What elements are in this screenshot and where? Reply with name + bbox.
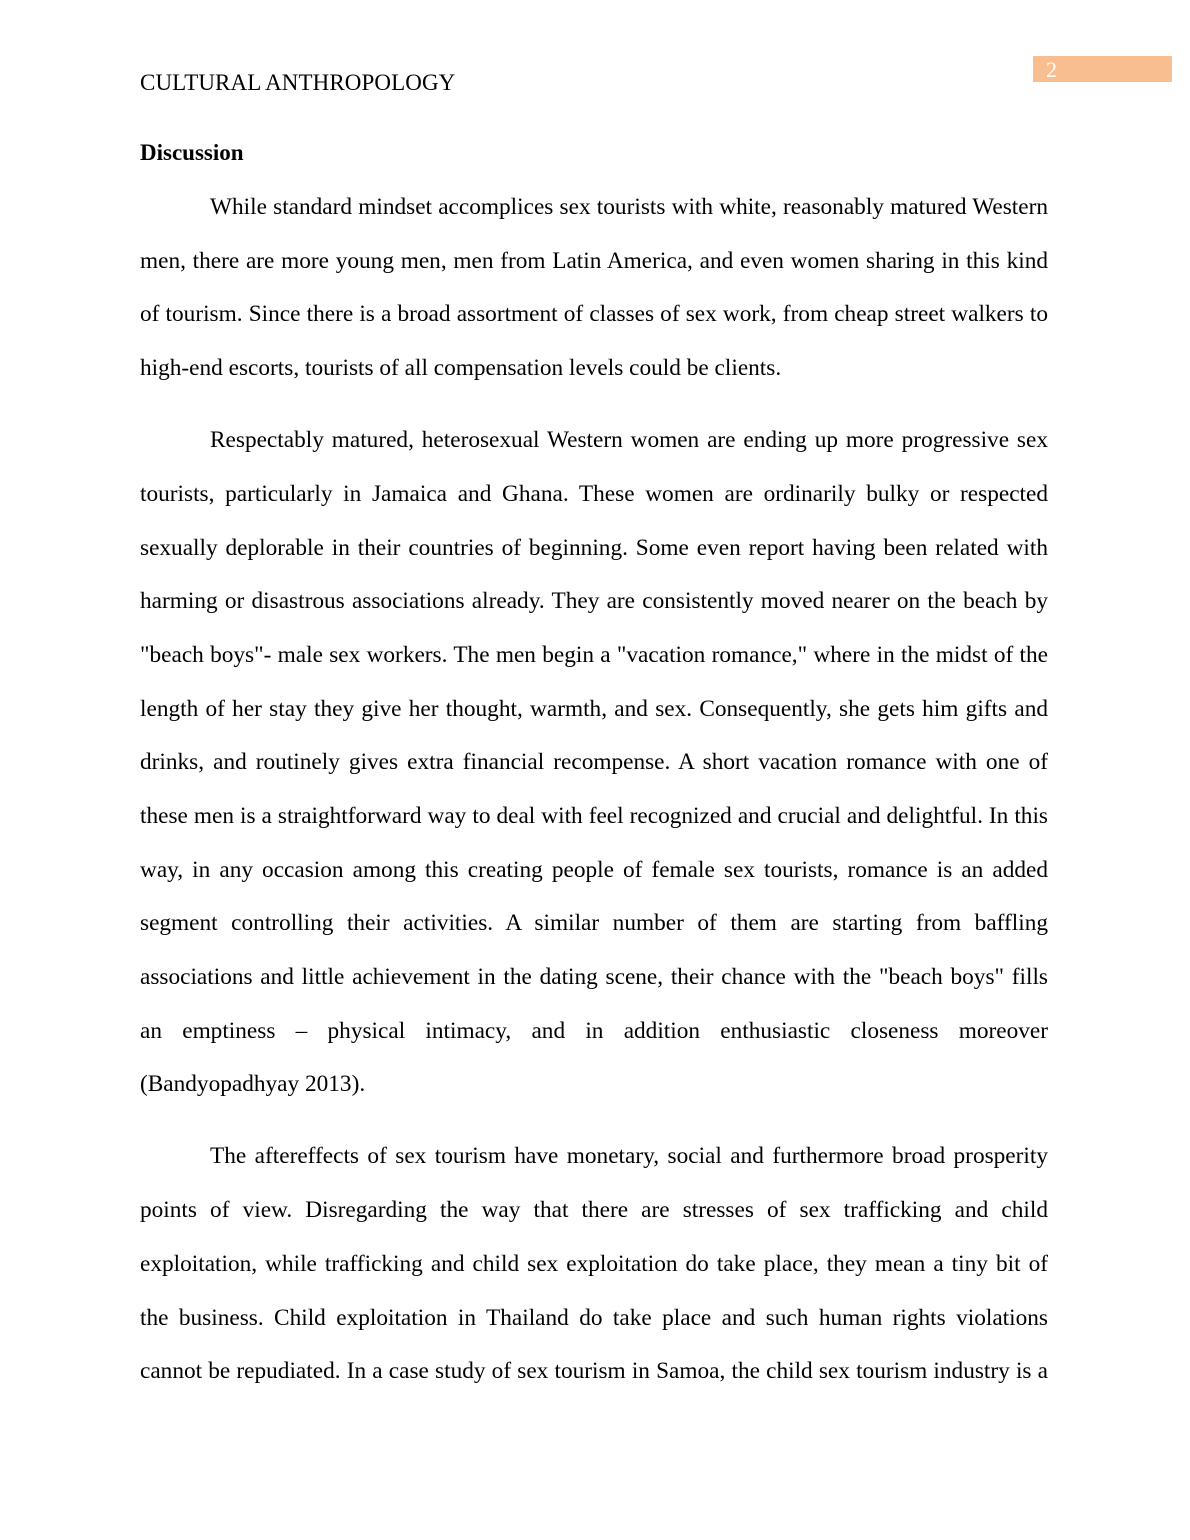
text-line: of tourism. Since there is a broad assortment of classes of sex work, from cheap street walkers to <box>140 301 1048 328</box>
text-line: length of her stay they give her thought, warmth, and sex. Consequently, she gets him gifts and <box>140 695 1048 722</box>
text-line: "beach boys"- male sex workers. The men begin a "vacation romance," where in the midst of the <box>140 641 1048 668</box>
paragraph <box>140 1130 1048 1398</box>
text-line: While standard mindset accomplices sex tourists with white, reasonably matured Western <box>210 194 1048 220</box>
text-line: exploitation, while trafficking and child sex exploitation do take place, they mean a tiny bit of <box>140 1250 1048 1277</box>
text-line: Respectably matured, heterosexual Western women are ending up more progressive sex <box>210 427 1048 454</box>
paragraph <box>140 181 1048 396</box>
text-line: segment controlling their activities. A similar number of them are starting from baffling <box>140 910 1048 937</box>
page-number: 2 <box>1046 57 1057 82</box>
text-line: drinks, and routinely gives extra financial recompense. A short vacation romance with one of <box>140 749 1048 776</box>
text-line: cannot be repudiated. In a case study of sex tourism in Samoa, the child sex tourism industry is a <box>140 1358 1048 1385</box>
text-line: sexually deplorable in their countries of beginning. Some even report having been related with <box>140 534 1048 561</box>
section-heading: Discussion <box>140 140 244 165</box>
text-line: men, there are more young men, men from Latin America, and even women sharing in this kind <box>140 247 1048 274</box>
text-line: high-end escorts, tourists of all compensation levels could be clients. <box>140 355 782 382</box>
text-line: (Bandyopadhyay 2013). <box>140 1071 366 1098</box>
text-line: The aftereffects of sex tourism have monetary, social and furthermore broad prosperity <box>210 1143 1048 1170</box>
text-line: harming or disastrous associations already. They are consistently moved nearer on the beach by <box>140 588 1048 615</box>
text-line: way, in any occasion among this creating people of female sex tourists, romance is an added <box>140 856 1048 883</box>
text-line: an emptiness – physical intimacy, and in addition enthusiastic closeness moreover <box>140 1017 1048 1044</box>
text-line: associations and little achievement in the dating scene, their chance with the "beach boys" fills <box>140 964 1048 991</box>
text-line: the business. Child exploitation in Thailand do take place and such human rights violations <box>140 1304 1048 1331</box>
page-number-badge <box>1033 56 1172 82</box>
text-line: tourists, particularly in Jamaica and Ghana. These women are ordinarily bulky or respected <box>140 480 1048 507</box>
text-line: these men is a straightforward way to deal with feel recognized and crucial and delightful. In this <box>140 802 1048 829</box>
document-body <box>140 181 1048 1417</box>
text-line: points of view. Disregarding the way that there are stresses of sex trafficking and child <box>140 1197 1048 1224</box>
paragraph <box>140 414 1048 1112</box>
running-head: CULTURAL ANTHROPOLOGY <box>140 70 456 95</box>
